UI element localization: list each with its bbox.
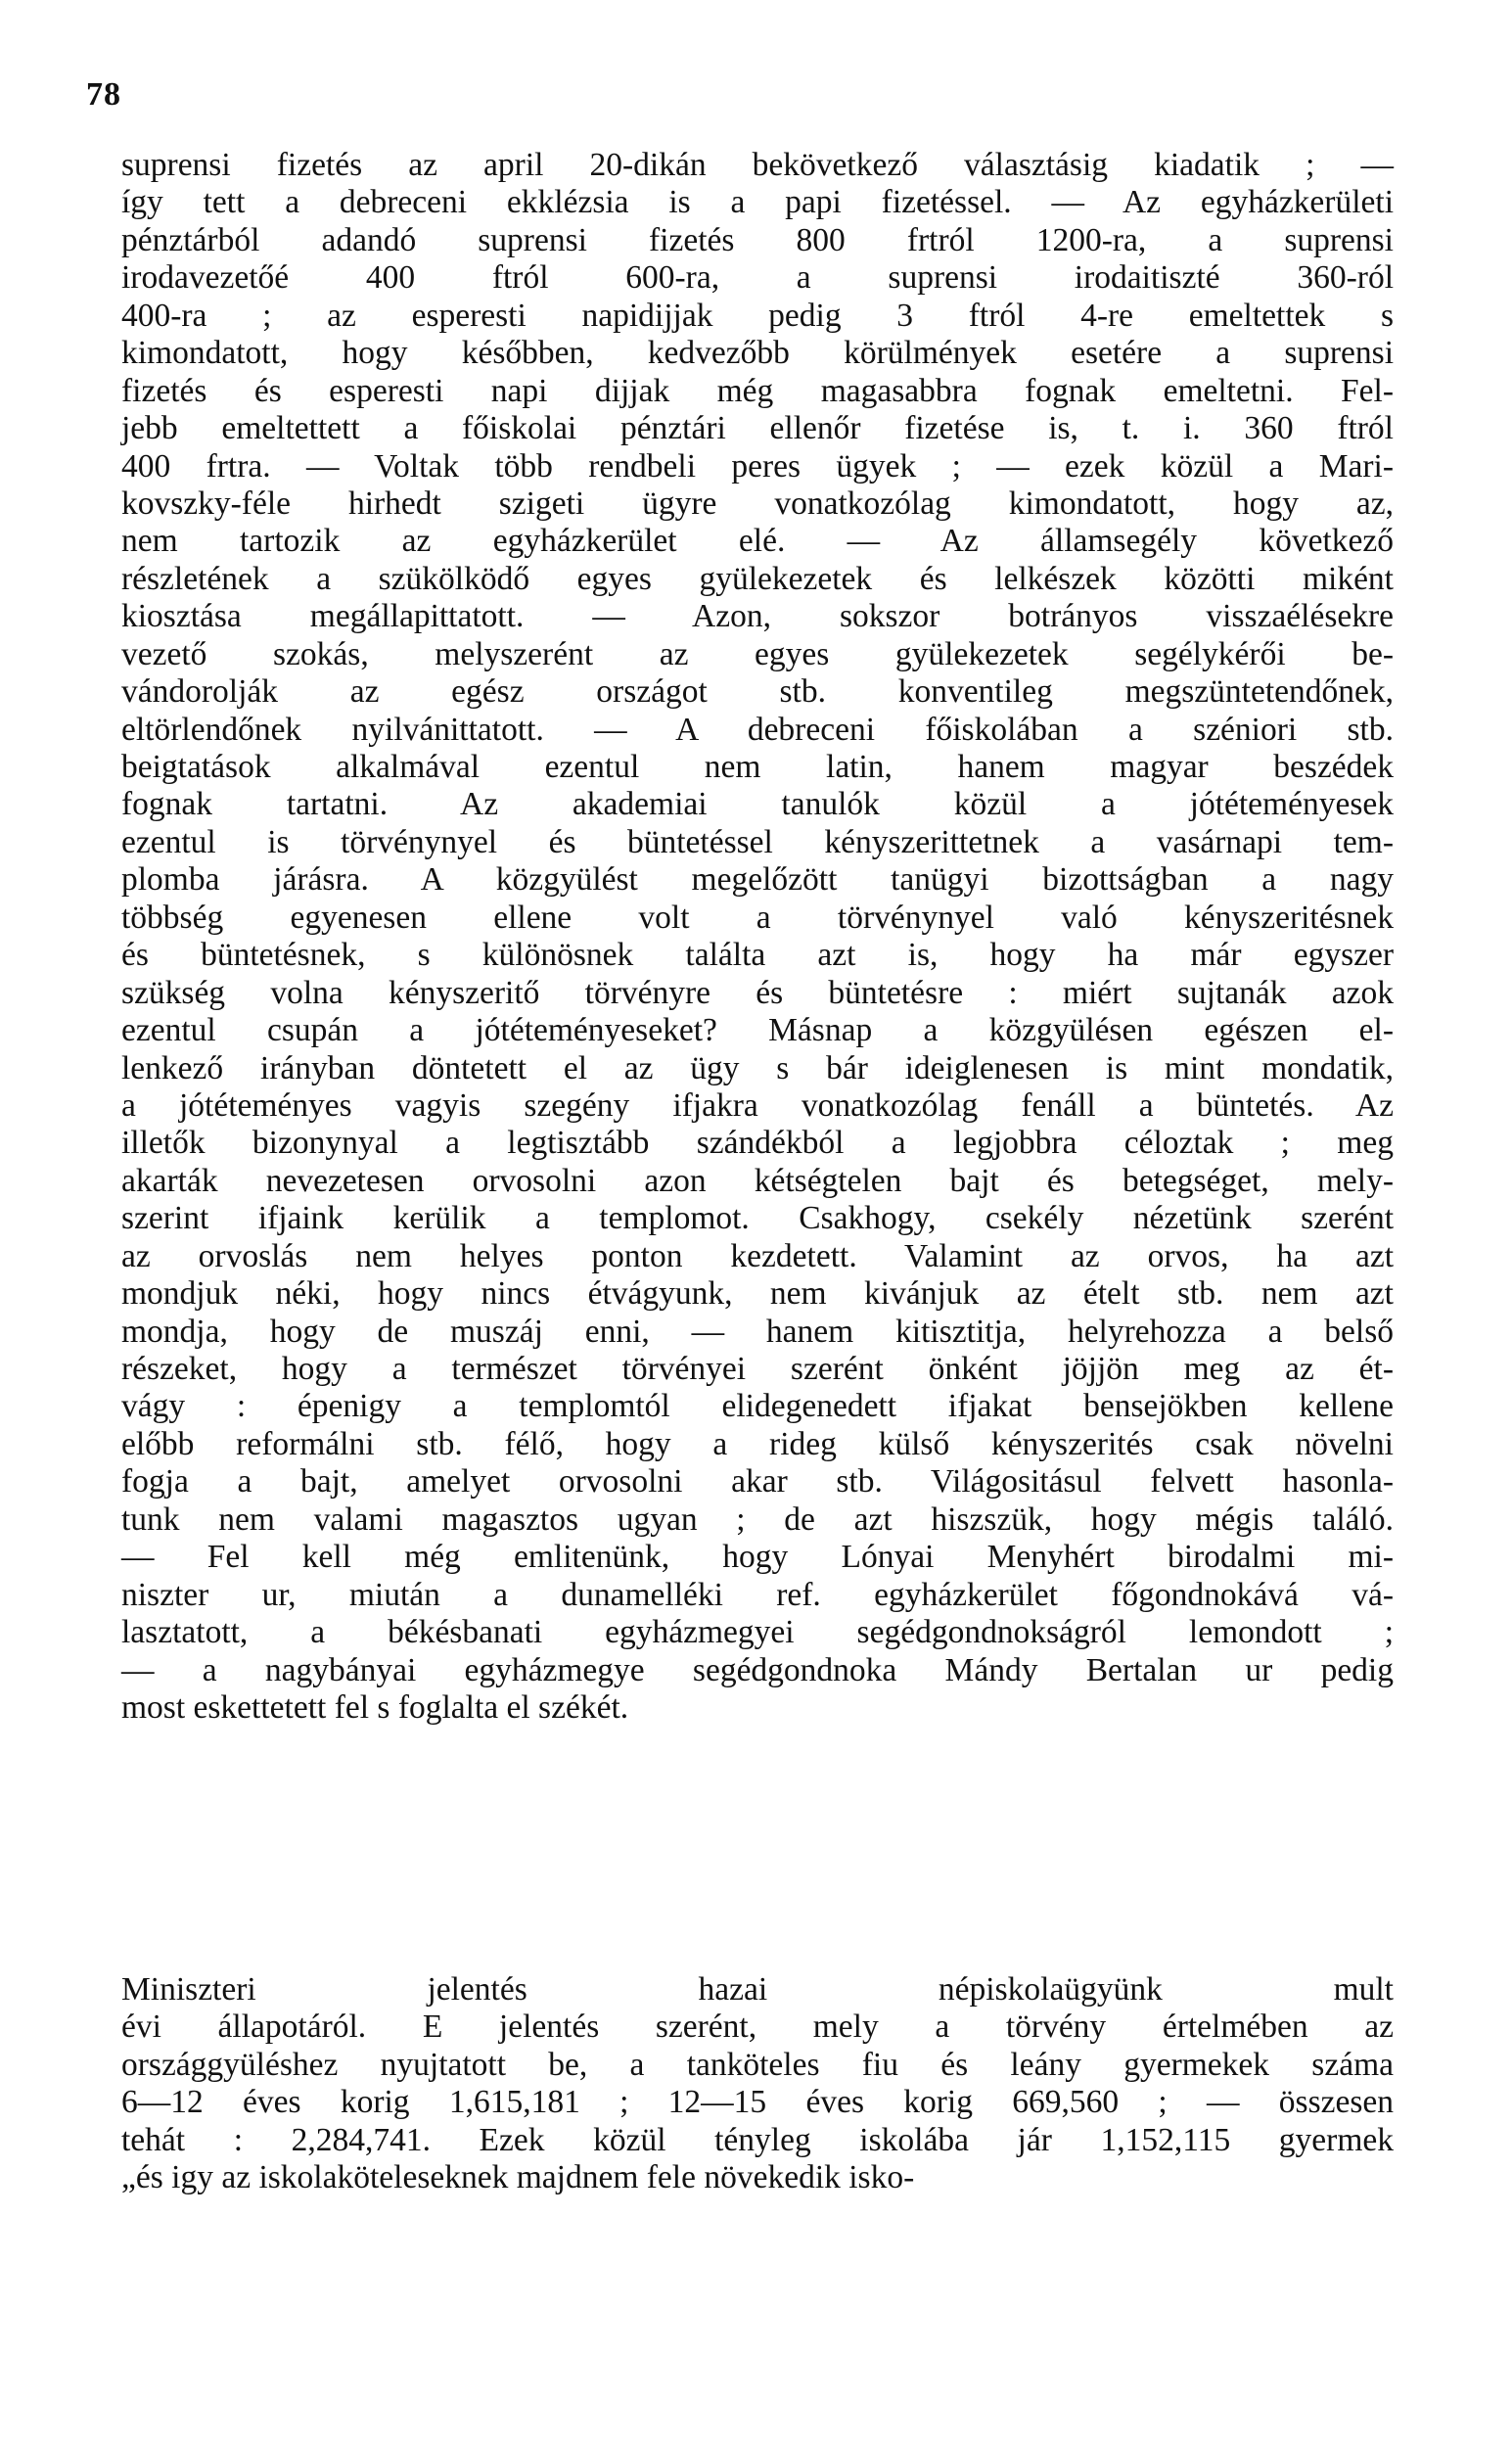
text-line: és büntetésnek, s különösnek találta azt is, hogy ha már egyszer (121, 937, 1394, 974)
text-line: részletének a szükölködő egyes gyülekezetek és lelkészek közötti miként (121, 560, 1394, 597)
text-line: tehát : 2,284,741. Ezek közül tényleg iskolába jár 1,152,115 gyermek (121, 2121, 1394, 2158)
text-line: eltörlendőnek nyilvánittatott. — A debreceni főiskolában a széniori stb. (121, 711, 1394, 748)
text-line: kovszky-féle hirhedt szigeti ügyre vonatkozólag kimondatott, hogy az, (121, 485, 1394, 522)
text-line: fizetés és esperesti napi dijjak még magasabbra fognak emeltetni. Fel- (121, 372, 1394, 409)
text-line: 6—12 éves korig 1,615,181 ; 12—15 éves korig 669,560 ; — összesen (121, 2084, 1394, 2121)
text-line: vándorolják az egész országot stb. konventileg megszüntetendőnek, (121, 673, 1394, 711)
paragraph-ministerial-report (121, 1971, 1394, 2197)
text-line: lasztatott, a békésbanati egyházmegyei segédgondnokságról lemondott ; (121, 1614, 1394, 1651)
text-line: kimondatott, hogy későbben, kedvezőbb körülmények esetére a suprensi (121, 335, 1394, 372)
text-line: „és igy az iskolaköteleseknek majdnem fele növekedik isko- (121, 2159, 915, 2196)
text-line: 400-ra ; az esperesti napidijjak pedig 3 ftról 4-re emeltettek s (121, 297, 1394, 334)
text-line: előbb reformálni stb. félő, hogy a rideg külső kényszerités csak növelni (121, 1425, 1394, 1462)
text-line: mondjuk néki, hogy nincs étvágyunk, nem kivánjuk az ételt stb. nem azt (121, 1275, 1394, 1313)
text-line: évi állapotáról. E jelentés szerént, mely a törvény értelmében az (121, 2008, 1394, 2046)
text-line: nem tartozik az egyházkerület elé. — Az államsegély következő (121, 523, 1394, 560)
paragraph-church-report (121, 147, 1394, 1727)
text-line: ezentul csupán a jótéteményeseket? Másnap a közgyülésen egészen el- (121, 1012, 1394, 1049)
text-line: fognak tartatni. Az akademiai tanulók közül a jótéteményesek (121, 786, 1394, 823)
text-line: jebb emeltettett a főiskolai pénztári ellenőr fizetése is, t. i. 360 ftról (121, 410, 1394, 447)
text-line: irodavezetőé 400 ftról 600-ra, a suprensi irodaitiszté 360-ról (121, 259, 1394, 297)
text-line: kiosztása megállapittatott. — Azon, sokszor botrányos visszaélésekre (121, 598, 1394, 635)
text-line: most eskettetett fel s foglalta el székét. (121, 1688, 629, 1726)
text-line: 400 frtra. — Voltak több rendbeli peres ügyek ; — ezek közül a Mari- (121, 447, 1394, 485)
text-line: ezentul is törvénynyel és büntetéssel kényszerittetnek a vasárnapi tem- (121, 823, 1394, 860)
text-line: szükség volna kényszeritő törvényre és büntetésre : miért sujtanák azok (121, 974, 1394, 1011)
text-line: niszter ur, miután a dunamelléki ref. egyházkerület főgondnokává vá- (121, 1576, 1394, 1613)
text-line: fogja a bajt, amelyet orvosolni akar stb. Világositásul felvett hasonla- (121, 1463, 1394, 1501)
text-line: lenkező irányban döntetett el az ügy s bár ideiglenesen is mint mondatik, (121, 1049, 1394, 1086)
text-line: — a nagybányai egyházmegye segédgondnoka Mándy Bertalan ur pedig (121, 1651, 1394, 1688)
text-line: részeket, hogy a természet törvényei szerént önként jöjjön meg az ét- (121, 1351, 1394, 1387)
text-line: tunk nem valami magasztos ugyan ; de azt hiszszük, hogy mégis találó. (121, 1501, 1394, 1538)
text-line: — Fel kell még emlitenünk, hogy Lónyai Menyhért birodalmi mi- (121, 1539, 1394, 1576)
text-line: vezető szokás, melyszerént az egyes gyülekezetek segélykérői be- (121, 635, 1394, 672)
page-number: 78 (86, 76, 121, 113)
text-line: beigtatások alkalmával ezentul nem latin, hanem magyar beszédek (121, 749, 1394, 785)
text-line: az orvoslás nem helyes ponton kezdetett. Valamint az orvos, ha azt (121, 1237, 1394, 1274)
text-line: pénztárból adandó suprensi fizetés 800 frtról 1200-ra, a suprensi (121, 221, 1394, 258)
text-line: vágy : épenigy a templomtól elidegenedett ifjakat bensejökben kellene (121, 1388, 1394, 1425)
text-line: a jótéteményes vagyis szegény ifjakra vonatkozólag fenáll a büntetés. Az (121, 1086, 1394, 1124)
text-line: plomba járásra. A közgyülést megelőzött tanügyi bizottságban a nagy (121, 861, 1394, 899)
text-line: többség egyenesen ellene volt a törvénynyel való kényszeritésnek (121, 899, 1394, 936)
text-line: suprensi fizetés az april 20-dikán bekövetkező választásig kiadatik ; — (121, 147, 1394, 183)
text-line: illetők bizonynyal a legtisztább szándékból a legjobbra céloztak ; meg (121, 1125, 1394, 1162)
text-line: akarták nevezetesen orvosolni azon kétségtelen bajt és betegséget, mely- (121, 1162, 1394, 1199)
text-line: mondja, hogy de muszáj enni, — hanem kitisztitja, helyrehozza a belső (121, 1313, 1394, 1350)
text-line: szerint ifjaink kerülik a templomot. Csakhogy, csekély nézetünk szerént (121, 1200, 1394, 1237)
text-line: országgyüléshez nyujtatott be, a tanköteles fiu és leány gyermekek száma (121, 2046, 1394, 2083)
text-line: Miniszteri jelentés hazai népiskolaügyünk mult (121, 1971, 1394, 2008)
text-line: így tett a debreceni ekklézsia is a papi fizetéssel. — Az egyházkerületi (121, 184, 1394, 221)
